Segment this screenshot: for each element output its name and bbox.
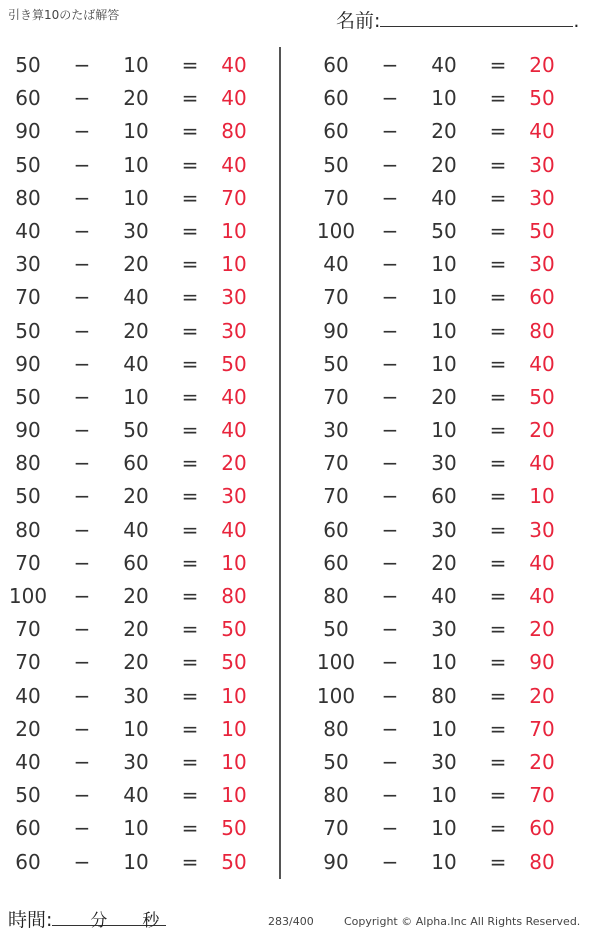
subtrahend: 20 bbox=[123, 484, 149, 509]
minuend: 50 bbox=[15, 152, 41, 177]
minuend: 50 bbox=[15, 318, 41, 343]
answer: 80 bbox=[529, 849, 555, 874]
subtrahend: 50 bbox=[431, 218, 457, 243]
minuend: 50 bbox=[15, 783, 41, 808]
subtrahend: 40 bbox=[123, 351, 149, 376]
minuend: 20 bbox=[15, 716, 41, 741]
answer: 50 bbox=[529, 384, 555, 409]
minuend: 90 bbox=[15, 119, 41, 144]
subtrahend: 10 bbox=[431, 650, 457, 675]
answer: 70 bbox=[221, 185, 247, 210]
answer: 30 bbox=[221, 484, 247, 509]
subtrahend: 50 bbox=[123, 418, 149, 443]
subtrahend: 20 bbox=[123, 318, 149, 343]
equals-sign: = bbox=[181, 683, 199, 708]
minuend: 90 bbox=[323, 318, 349, 343]
equals-sign: = bbox=[489, 484, 507, 509]
subtrahend: 20 bbox=[431, 152, 457, 177]
equals-sign: = bbox=[181, 484, 199, 509]
minuend: 50 bbox=[323, 351, 349, 376]
minuend: 60 bbox=[323, 119, 349, 144]
minuend: 80 bbox=[15, 451, 41, 476]
minuend: 70 bbox=[15, 285, 41, 310]
answer: 50 bbox=[529, 86, 555, 111]
subtrahend: 30 bbox=[123, 683, 149, 708]
answer: 30 bbox=[529, 185, 555, 210]
minuend: 40 bbox=[15, 749, 41, 774]
answer: 50 bbox=[221, 351, 247, 376]
name-label: 名前: bbox=[336, 10, 381, 32]
answer: 50 bbox=[221, 816, 247, 841]
subtrahend: 10 bbox=[431, 351, 457, 376]
minuend: 70 bbox=[15, 550, 41, 575]
equals-sign: = bbox=[181, 650, 199, 675]
answer: 10 bbox=[221, 783, 247, 808]
answer: 10 bbox=[221, 683, 247, 708]
equals-sign: = bbox=[181, 617, 199, 642]
subtrahend: 10 bbox=[431, 86, 457, 111]
minus-sign: − bbox=[381, 418, 399, 443]
subtrahend: 10 bbox=[123, 816, 149, 841]
answer: 10 bbox=[221, 550, 247, 575]
answer: 40 bbox=[529, 351, 555, 376]
minus-sign: − bbox=[381, 484, 399, 509]
equals-sign: = bbox=[489, 584, 507, 608]
minus-sign: − bbox=[73, 849, 91, 874]
minuend: 70 bbox=[323, 451, 349, 476]
minus-sign: − bbox=[381, 218, 399, 243]
minuend: 70 bbox=[15, 617, 41, 642]
equals-sign: = bbox=[489, 86, 507, 111]
minuend: 50 bbox=[15, 384, 41, 409]
answer: 80 bbox=[529, 318, 555, 343]
minus-sign: − bbox=[73, 53, 91, 77]
answer: 70 bbox=[529, 783, 555, 808]
subtrahend: 10 bbox=[431, 716, 457, 741]
equals-sign: = bbox=[489, 749, 507, 774]
equals-sign: = bbox=[181, 451, 199, 476]
subtrahend: 40 bbox=[431, 584, 457, 608]
equals-sign: = bbox=[181, 318, 199, 343]
equals-sign: = bbox=[181, 749, 199, 774]
minuend: 100 bbox=[316, 650, 356, 675]
minuend: 80 bbox=[15, 185, 41, 210]
answer: 20 bbox=[529, 53, 555, 77]
minuend: 60 bbox=[323, 517, 349, 542]
minus-sign: − bbox=[381, 617, 399, 642]
minus-sign: − bbox=[381, 550, 399, 575]
equals-sign: = bbox=[489, 418, 507, 443]
subtrahend: 60 bbox=[123, 550, 149, 575]
subtrahend: 10 bbox=[431, 252, 457, 277]
answer: 40 bbox=[221, 86, 247, 111]
subtrahend: 10 bbox=[431, 849, 457, 874]
equals-sign: = bbox=[181, 86, 199, 111]
minutes-label: 分 bbox=[90, 911, 108, 931]
equals-sign: = bbox=[489, 451, 507, 476]
answer: 20 bbox=[529, 683, 555, 708]
minus-sign: − bbox=[73, 517, 91, 542]
equals-sign: = bbox=[489, 617, 507, 642]
answer: 10 bbox=[221, 218, 247, 243]
answer: 40 bbox=[221, 152, 247, 177]
answer: 10 bbox=[221, 252, 247, 277]
equals-sign: = bbox=[489, 185, 507, 210]
subtrahend: 10 bbox=[431, 816, 457, 841]
equals-sign: = bbox=[181, 185, 199, 210]
minuend: 100 bbox=[316, 683, 356, 708]
minus-sign: − bbox=[73, 451, 91, 476]
subtrahend: 10 bbox=[431, 318, 457, 343]
minuend: 70 bbox=[323, 384, 349, 409]
subtrahend: 20 bbox=[123, 252, 149, 277]
minuend: 80 bbox=[323, 783, 349, 808]
equals-sign: = bbox=[489, 849, 507, 874]
answer: 40 bbox=[221, 53, 247, 77]
subtrahend: 30 bbox=[431, 517, 457, 542]
minus-sign: − bbox=[73, 252, 91, 277]
minuend: 40 bbox=[15, 218, 41, 243]
answer: 30 bbox=[529, 252, 555, 277]
minuend: 100 bbox=[8, 584, 48, 608]
equals-sign: = bbox=[489, 550, 507, 575]
minus-sign: − bbox=[73, 152, 91, 177]
answer: 30 bbox=[221, 318, 247, 343]
answer: 20 bbox=[221, 451, 247, 476]
equals-sign: = bbox=[181, 53, 199, 77]
minuend: 90 bbox=[323, 849, 349, 874]
time-blank-line bbox=[52, 907, 166, 931]
minus-sign: − bbox=[73, 318, 91, 343]
minuend: 80 bbox=[323, 716, 349, 741]
equals-sign: = bbox=[489, 351, 507, 376]
answer: 80 bbox=[221, 119, 247, 144]
answer: 10 bbox=[529, 484, 555, 509]
minuend: 60 bbox=[15, 816, 41, 841]
equals-sign: = bbox=[181, 384, 199, 409]
minus-sign: − bbox=[381, 451, 399, 476]
subtrahend: 60 bbox=[431, 484, 457, 509]
equals-sign: = bbox=[181, 849, 199, 874]
subtrahend: 40 bbox=[123, 517, 149, 542]
answer: 40 bbox=[529, 584, 555, 608]
minuend: 70 bbox=[323, 816, 349, 841]
answer: 50 bbox=[221, 849, 247, 874]
minus-sign: − bbox=[73, 816, 91, 841]
minuend: 60 bbox=[15, 86, 41, 111]
minus-sign: − bbox=[73, 119, 91, 144]
minus-sign: − bbox=[381, 86, 399, 111]
minus-sign: − bbox=[73, 418, 91, 443]
minuend: 80 bbox=[15, 517, 41, 542]
minus-sign: − bbox=[381, 584, 399, 608]
answer: 60 bbox=[529, 285, 555, 310]
equals-sign: = bbox=[181, 351, 199, 376]
answer: 20 bbox=[529, 749, 555, 774]
subtrahend: 10 bbox=[123, 152, 149, 177]
minuend: 40 bbox=[15, 683, 41, 708]
minuend: 100 bbox=[316, 218, 356, 243]
subtrahend: 20 bbox=[431, 384, 457, 409]
minuend: 30 bbox=[15, 252, 41, 277]
minus-sign: − bbox=[73, 617, 91, 642]
minuend: 70 bbox=[323, 484, 349, 509]
minus-sign: − bbox=[381, 53, 399, 77]
subtrahend: 10 bbox=[123, 384, 149, 409]
answer: 60 bbox=[529, 816, 555, 841]
minus-sign: − bbox=[73, 285, 91, 310]
equals-sign: = bbox=[489, 119, 507, 144]
answer: 40 bbox=[221, 517, 247, 542]
minus-sign: − bbox=[73, 484, 91, 509]
minus-sign: − bbox=[381, 318, 399, 343]
minuend: 50 bbox=[15, 53, 41, 77]
minuend: 50 bbox=[323, 617, 349, 642]
equals-sign: = bbox=[489, 650, 507, 675]
minus-sign: − bbox=[73, 86, 91, 111]
answer: 70 bbox=[529, 716, 555, 741]
minuend: 80 bbox=[323, 584, 349, 608]
answer: 30 bbox=[221, 285, 247, 310]
equals-sign: = bbox=[489, 53, 507, 77]
minuend: 90 bbox=[15, 418, 41, 443]
equals-sign: = bbox=[181, 418, 199, 443]
minus-sign: − bbox=[381, 351, 399, 376]
minuend: 50 bbox=[15, 484, 41, 509]
minus-sign: − bbox=[73, 351, 91, 376]
minus-sign: − bbox=[73, 749, 91, 774]
answer: 30 bbox=[529, 517, 555, 542]
minus-sign: − bbox=[381, 152, 399, 177]
minuend: 50 bbox=[323, 152, 349, 177]
subtrahend: 40 bbox=[431, 185, 457, 210]
minuend: 70 bbox=[15, 650, 41, 675]
equals-sign: = bbox=[181, 152, 199, 177]
minus-sign: − bbox=[381, 650, 399, 675]
minus-sign: − bbox=[381, 119, 399, 144]
minuend: 60 bbox=[323, 86, 349, 111]
minus-sign: − bbox=[381, 816, 399, 841]
equals-sign: = bbox=[489, 152, 507, 177]
subtrahend: 10 bbox=[123, 849, 149, 874]
equals-sign: = bbox=[489, 683, 507, 708]
time-label: 時間: bbox=[8, 909, 53, 931]
minus-sign: − bbox=[381, 749, 399, 774]
minus-sign: − bbox=[73, 783, 91, 808]
seconds-label: 秒 bbox=[142, 911, 160, 931]
answer: 40 bbox=[529, 119, 555, 144]
minus-sign: − bbox=[381, 285, 399, 310]
equals-sign: = bbox=[489, 783, 507, 808]
answer: 20 bbox=[529, 617, 555, 642]
minus-sign: − bbox=[73, 584, 91, 608]
subtrahend: 10 bbox=[123, 185, 149, 210]
answer: 80 bbox=[221, 584, 247, 608]
equals-sign: = bbox=[489, 816, 507, 841]
equals-sign: = bbox=[181, 783, 199, 808]
minuend: 60 bbox=[15, 849, 41, 874]
equals-sign: = bbox=[489, 384, 507, 409]
minus-sign: − bbox=[381, 683, 399, 708]
minuend: 60 bbox=[323, 53, 349, 77]
subtrahend: 40 bbox=[123, 285, 149, 310]
copyright-notice: Copyright © Alpha.Inc All Rights Reserved. bbox=[344, 915, 581, 928]
subtrahend: 10 bbox=[431, 783, 457, 808]
minuend: 90 bbox=[15, 351, 41, 376]
name-blank-line bbox=[380, 10, 573, 27]
equals-sign: = bbox=[181, 816, 199, 841]
minuend: 70 bbox=[323, 285, 349, 310]
subtrahend: 30 bbox=[123, 218, 149, 243]
column-divider bbox=[279, 47, 281, 879]
minus-sign: − bbox=[73, 683, 91, 708]
subtrahend: 10 bbox=[123, 716, 149, 741]
answer: 50 bbox=[221, 650, 247, 675]
answer: 40 bbox=[529, 451, 555, 476]
minus-sign: − bbox=[381, 252, 399, 277]
subtrahend: 20 bbox=[431, 119, 457, 144]
minus-sign: − bbox=[73, 716, 91, 741]
subtrahend: 40 bbox=[431, 53, 457, 77]
subtrahend: 30 bbox=[431, 451, 457, 476]
subtrahend: 10 bbox=[123, 53, 149, 77]
equals-sign: = bbox=[489, 285, 507, 310]
subtrahend: 20 bbox=[123, 86, 149, 111]
equals-sign: = bbox=[181, 550, 199, 575]
subtrahend: 30 bbox=[431, 749, 457, 774]
subtrahend: 40 bbox=[123, 783, 149, 808]
equals-sign: = bbox=[181, 584, 199, 608]
answer: 10 bbox=[221, 749, 247, 774]
minus-sign: − bbox=[73, 185, 91, 210]
subtrahend: 20 bbox=[123, 650, 149, 675]
subtrahend: 30 bbox=[123, 749, 149, 774]
answer: 10 bbox=[221, 716, 247, 741]
subtrahend: 20 bbox=[123, 584, 149, 608]
name-end-mark: . bbox=[573, 10, 580, 32]
subtrahend: 80 bbox=[431, 683, 457, 708]
equals-sign: = bbox=[489, 318, 507, 343]
minuend: 50 bbox=[323, 749, 349, 774]
equals-sign: = bbox=[181, 716, 199, 741]
answer: 30 bbox=[529, 152, 555, 177]
subtrahend: 30 bbox=[431, 617, 457, 642]
subtrahend: 60 bbox=[123, 451, 149, 476]
minus-sign: − bbox=[381, 849, 399, 874]
answer: 40 bbox=[221, 418, 247, 443]
minuend: 60 bbox=[323, 550, 349, 575]
minus-sign: − bbox=[381, 384, 399, 409]
minus-sign: − bbox=[381, 185, 399, 210]
minus-sign: − bbox=[381, 783, 399, 808]
equals-sign: = bbox=[489, 252, 507, 277]
minus-sign: − bbox=[381, 716, 399, 741]
answer: 40 bbox=[529, 550, 555, 575]
equals-sign: = bbox=[489, 517, 507, 542]
subtrahend: 10 bbox=[123, 119, 149, 144]
minuend: 70 bbox=[323, 185, 349, 210]
minuend: 40 bbox=[323, 252, 349, 277]
answer: 90 bbox=[529, 650, 555, 675]
minuend: 30 bbox=[323, 418, 349, 443]
equals-sign: = bbox=[181, 252, 199, 277]
answer: 50 bbox=[221, 617, 247, 642]
equals-sign: = bbox=[489, 716, 507, 741]
equals-sign: = bbox=[181, 218, 199, 243]
answer: 20 bbox=[529, 418, 555, 443]
subtrahend: 10 bbox=[431, 285, 457, 310]
subtrahend: 20 bbox=[431, 550, 457, 575]
minus-sign: − bbox=[381, 517, 399, 542]
answer: 50 bbox=[529, 218, 555, 243]
subtrahend: 20 bbox=[123, 617, 149, 642]
time-field bbox=[8, 905, 166, 932]
answer: 40 bbox=[221, 384, 247, 409]
minus-sign: − bbox=[73, 218, 91, 243]
equals-sign: = bbox=[489, 218, 507, 243]
minus-sign: − bbox=[73, 384, 91, 409]
worksheet-title: 引き算10のたば解答 bbox=[8, 8, 120, 22]
minus-sign: − bbox=[73, 550, 91, 575]
page-number: 283/400 bbox=[268, 915, 314, 928]
equals-sign: = bbox=[181, 119, 199, 144]
subtrahend: 10 bbox=[431, 418, 457, 443]
equals-sign: = bbox=[181, 517, 199, 542]
equals-sign: = bbox=[181, 285, 199, 310]
name-field bbox=[336, 6, 579, 33]
minus-sign: − bbox=[73, 650, 91, 675]
